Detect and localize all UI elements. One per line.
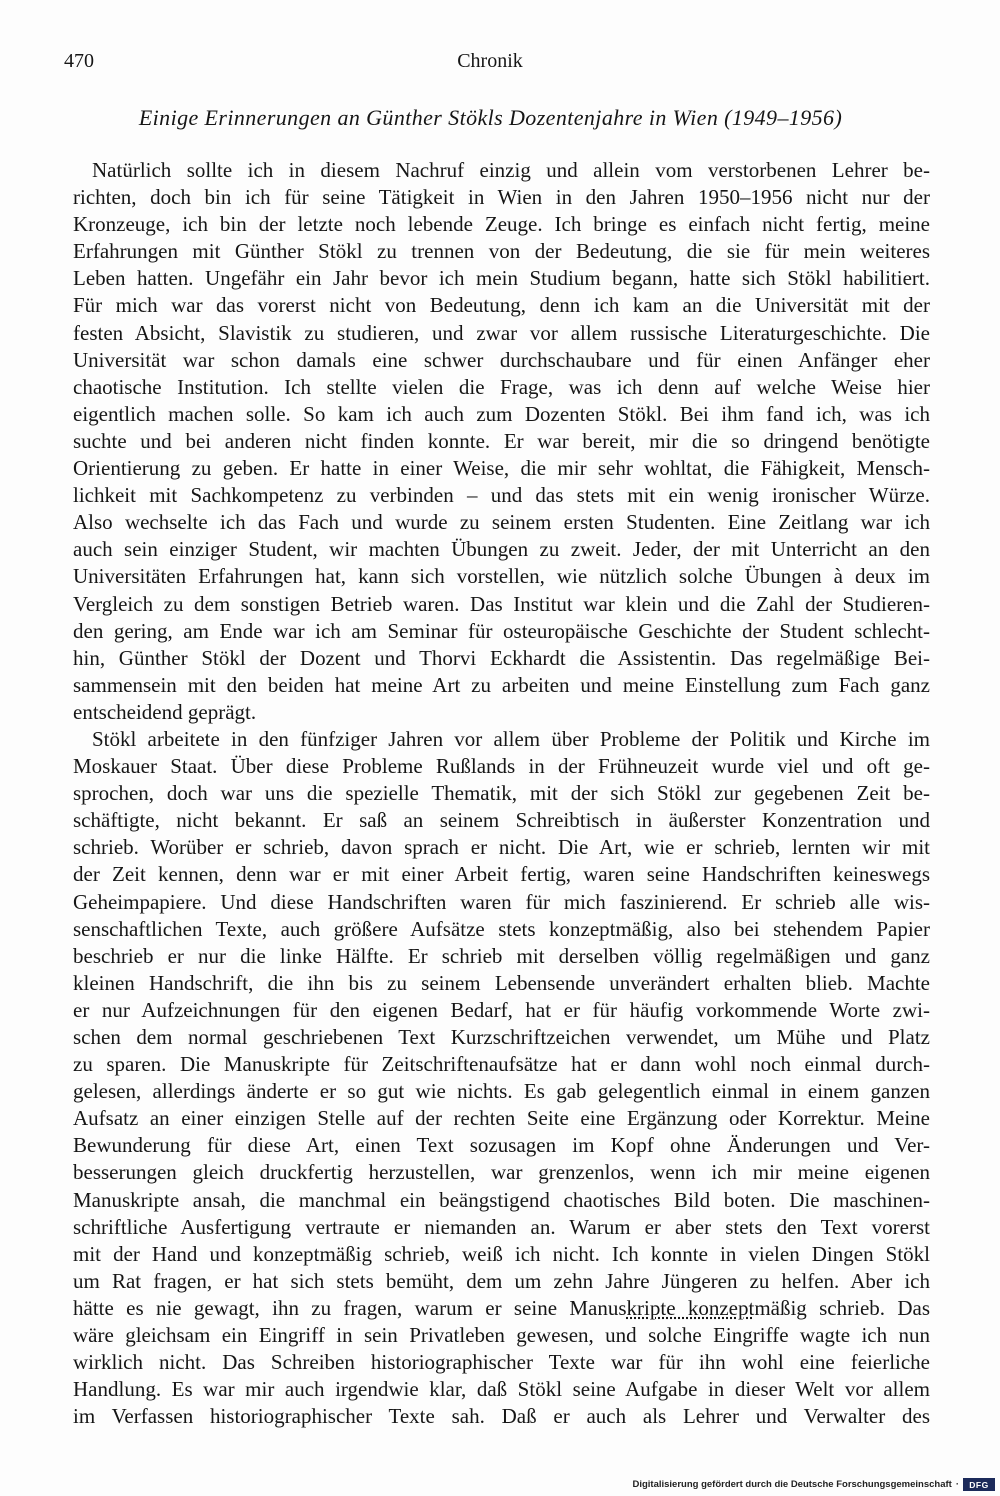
text-line: Stökl arbeitete in den fünfziger Jahren vor allem über Probleme der Politik und Kirche im xyxy=(92,726,930,751)
paragraph xyxy=(73,726,930,1430)
text-line: Vergleich zu dem sonstigen Betrieb waren. Das Institut war klein und die Zahl der Studieren- xyxy=(73,591,930,616)
text-line xyxy=(73,1295,930,1322)
text-line: schen dem normal geschriebenen Text Kurzschriftzeichen verwendet, um Mühe und Platz xyxy=(73,1025,930,1049)
digitization-footer xyxy=(632,1477,995,1492)
text-line: chaotische Institution. Ich stellte vielen die Frage, was ich denn auf welche Weise hier xyxy=(73,374,930,399)
text-line: eigentlich machen solle. So kam ich auch zum Dozenten Stökl. Bei ihm fand ich, was ich xyxy=(73,401,930,426)
text-line: festen Absicht, Slavistik zu studieren, und zwar vor allem russische Literaturgeschichte. Die xyxy=(73,320,930,345)
running-title: Chronik xyxy=(457,50,523,72)
text-line: schriftliche Ausfertigung vertraute er niemanden an. Warum er aber stets den Text vorerst xyxy=(73,1214,930,1239)
text-line: hin, Günther Stökl der Dozent und Thorvi Eckhardt die Assistentin. Das regelmäßige Bei- xyxy=(73,645,930,670)
text-line: beschrieb er nur die linke Hälfte. Er schrieb mit derselben völlig regelmäßigen und ganz xyxy=(73,943,930,968)
text-line: Bewunderung für diese Art, einen Text sozusagen im Kopf ohne Änderungen und Ver- xyxy=(73,1133,930,1158)
text-segment: hätte es nie gewagt, ihn zu fragen, warum er seine Manus xyxy=(73,1295,627,1320)
text-line: der Zeit kennen, denn war er mit einer Arbeit fertig, waren seine Handschriften keineswegs xyxy=(73,862,930,887)
text-line: Für mich war das vorerst nicht von Bedeutung, denn ich kam an die Universität mit der xyxy=(73,293,930,318)
text-line: schäftigte, nicht bekannt. Er saß an seinem Schreibtisch in äußerster Konzentration und xyxy=(73,808,930,833)
text-line: Manuskripte ansah, die manchmal ein beängstigend chaotisches Bild boten. Die maschinen- xyxy=(73,1187,930,1212)
text-line: kleinen Handschrift, die ihn bis zu seinem Lebensende unverändert erhalten blieb. Machte xyxy=(73,970,930,995)
text-line: suchte und bei anderen nicht finden konnte. Er war bereit, mir die so dringend benötigte xyxy=(73,428,930,453)
text-line: zu sparen. Die Manuskripte für Zeitschriftenaufsätze hat er dann wohl noch einmal durch- xyxy=(73,1052,930,1077)
text-line: entscheidend geprägt. xyxy=(73,699,257,724)
text-line: Natürlich sollte ich in diesem Nachruf einzig und allein vom verstorbenen Lehrer be- xyxy=(92,158,930,182)
text-line: Moskauer Staat. Über diese Probleme Rußlands in der Frühneuzeit wurde viel und oft ge- xyxy=(73,754,930,779)
text-line: schrieb. Worüber er schrieb, davon sprach er nicht. Die Art, wie er schrieb, lernten wir mit xyxy=(73,835,930,860)
text-line: Kronzeuge, ich bin der letzte noch lebende Zeuge. Ich bringe es einfach nicht fertig, meine xyxy=(73,212,930,237)
text-line: er nur Aufzeichnungen für den eigenen Bedarf, hat er für häufig vorkommende Worte zwi- xyxy=(73,997,930,1022)
footer-separator: · xyxy=(955,1479,959,1490)
text-line: Handlung. Es war mir auch irgendwie klar, daß Stökl seine Aufgabe in dieser Welt vor allem xyxy=(73,1377,930,1402)
text-line: wirklich nicht. Das Schreiben historiographischer Texte war für ihn wohl eine feierliche xyxy=(73,1350,930,1375)
text-line: Universität war schon damals eine schwer durchschaubare und für einen Anfänger eher xyxy=(73,347,930,372)
text-segment: mäßig schrieb. Das xyxy=(754,1295,930,1320)
text-line: wäre gleichsam ein Eingriff in sein Privatleben gewesen, und solche Eingriffe wagte ich nun xyxy=(73,1323,930,1348)
text-line: Also wechselte ich das Fach und wurde zu seinem ersten Studenten. Eine Zeitlang war ich xyxy=(73,510,930,535)
text-line: richten, doch bin ich für seine Tätigkeit in Wien in den Jahren 1950–1956 nicht nur der xyxy=(73,185,930,210)
dfg-logo-icon: DFG xyxy=(963,1478,995,1491)
article-title: Einige Erinnerungen an Günther Stökls Dozentenjahre in Wien (1949–1956) xyxy=(138,105,843,130)
funding-note: Digitalisierung gefördert durch die Deutsche Forschungsgemeinschaft xyxy=(632,1479,952,1490)
text-line: Universitäten Erfahrungen hat, kann sich vorstellen, wie nützlich solche Übungen à deux im xyxy=(73,564,930,589)
text-line: den gering, am Ende war ich am Seminar für osteuropäische Geschichte der Student schlecht- xyxy=(73,618,930,643)
text-line: mit der Hand und konzeptmäßig schrieb, weiß ich nicht. Ich konnte in vielen Dingen Stökl xyxy=(73,1241,930,1266)
text-line: gelesen, allerdings änderte er so gut wie nichts. Es gab gelegentlich einmal in einem ganzen xyxy=(73,1079,930,1104)
text-line: sammensein mit den beiden hat meine Art zu arbeiten und meine Einstellung zum Fach ganz xyxy=(73,672,930,697)
text-line: Geheimpapiere. Und diese Handschriften waren für mich faszinierend. Er schrieb alle wis- xyxy=(73,889,930,914)
article-body xyxy=(73,157,930,1430)
text-line: Erfahrungen mit Günther Stökl zu trennen von der Bedeutung, die sie für mein weiteres xyxy=(73,239,930,264)
text-line: senschaftlichen Texte, auch größere Aufsätze stets konzeptmäßig, also bei stehendem Papier xyxy=(73,916,930,941)
text-line: Orientierung zu geben. Er hatte in einer Weise, die mir sehr wohltat, die Fähigkeit, Mensch- xyxy=(73,456,930,481)
text-line: um Rat fragen, er hat sich stets bemüht, dem um zehn Jahre Jüngeren zu helfen. Aber ich xyxy=(73,1268,930,1293)
text-line: im Verfassen historiographischer Texte sah. Daß er auch als Lehrer und Verwalter des xyxy=(73,1404,930,1429)
underlined-text: kripte konzept xyxy=(626,1295,755,1320)
page-number: 470 xyxy=(64,50,94,72)
paragraph xyxy=(73,157,930,726)
text-line: besserungen gleich druckfertig herzustellen, war grenzenlos, wenn ich mir meine eigenen xyxy=(73,1160,930,1185)
text-line: lichkeit mit Sachkompetenz zu verbinden – und das stets mit ein wenig ironischer Würze. xyxy=(73,483,930,508)
text-line: Aufsatz an einer einzigen Stelle auf der rechten Seite eine Ergänzung oder Korrektur. Meine xyxy=(73,1106,930,1131)
text-line: Leben hatten. Ungefähr ein Jahr bevor ich mein Studium begann, hatte sich Stökl habilitiert. xyxy=(73,266,930,291)
text-line: sprochen, doch war uns die spezielle Thematik, mit der sich Stökl zur gegebenen Zeit be- xyxy=(73,781,930,806)
text-line: auch sein einziger Student, wir machten Übungen zu zweit. Jeder, der mit Unterricht an den xyxy=(73,537,930,562)
